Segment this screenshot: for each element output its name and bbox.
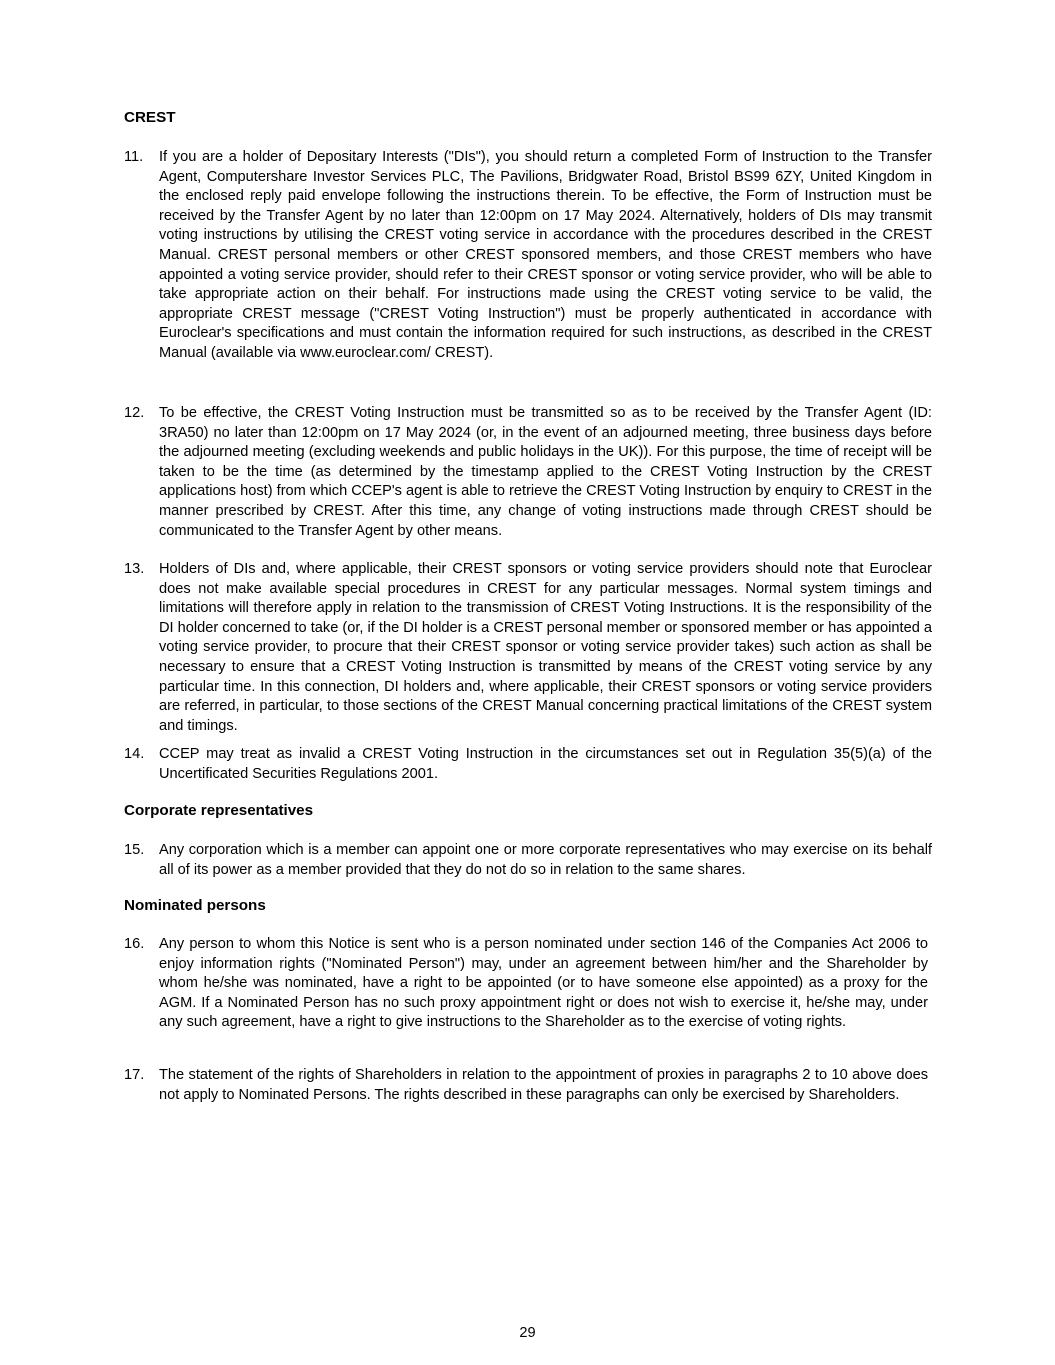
paragraph-16 [124,935,928,1033]
paragraph-number: 17. [124,1067,145,1083]
section-heading-corporate-representatives: Corporate representatives [124,802,314,819]
paragraph-17 [124,1066,928,1105]
paragraph-15 [124,841,932,880]
paragraph-text: If you are a holder of Depositary Interests ("DIs"), you should return a completed Form of Instruction to the Transfer Agent, Computershare Investor Services PLC, The Pavilions, Bridgwater Road, Bristol BS99 6ZY, United Kingdom in the enclosed reply paid envelope following the instructions therein. To be effective, the Form of Instruction must be received by the Transfer Agent by no later than 12:00pm on 17 May 2024. Alternatively, holders of DIs may transmit voting instructions by utilising the CREST voting service in accordance with the procedures described in the CREST Manual. CREST personal members or other CREST sponsored members, and those CREST members who have appointed a voting service provider, should refer to their CREST sponsor or voting service provider, who will be able to take appropriate action on their behalf. For instructions made using the CREST voting service to be valid, the appropriate CREST message ("CREST Voting Instruction") must be properly authenticated in accordance with Euroclear's specifications and must contain the information required for such instructions, as described in the CREST Manual (available via www.euroclear.com/ CREST). [159,149,932,361]
paragraph-text: To be effective, the CREST Voting Instruction must be transmitted so as to be received by the Transfer Agent (ID: 3RA50) no later than 12:00pm on 17 May 2024 (or, in the event of an adjourned meeting, three business days before the adjourned meeting (excluding weekends and public holidays in the UK)). For this purpose, the time of receipt will be taken to be the time (as determined by the timestamp applied to the CREST Voting Instruction by the CREST applications host) from which CCEP's agent is able to retrieve the CREST Voting Instruction by enquiry to CREST in the manner prescribed by CREST. After this time, any change of voting instructions made through CREST should be communicated to the Transfer Agent by other means. [159,405,932,539]
paragraph-text: CCEP may treat as invalid a CREST Voting Instruction in the circumstances set out in Regulation 35(5)(a) of the Uncertificated Securities Regulations 2001. [159,746,932,782]
section-heading-crest: CREST [124,109,176,126]
paragraph-number: 15. [124,842,145,858]
section-heading-nominated-persons: Nominated persons [124,897,266,914]
paragraph-text: Any person to whom this Notice is sent who is a person nominated under section 146 of the Companies Act 2006 to enjoy information rights ("Nominated Person") may, under an agreement between him/her and the Shareholder by whom he/she was nominated, have a right to be appointed (or to have someone else appointed) as a proxy for the AGM. If a Nominated Person has no such proxy appointment right or does not wish to exercise it, he/she may, under any such agreement, have a right to give instructions to the Shareholder as to the exercise of voting rights. [159,936,928,1031]
paragraph-number: 16. [124,936,145,952]
paragraph-number: 13. [124,561,145,577]
paragraph-11 [124,148,932,364]
paragraph-14 [124,745,932,784]
paragraph-number: 12. [124,405,145,421]
paragraph-number: 14. [124,746,145,762]
paragraph-text: The statement of the rights of Shareholders in relation to the appointment of proxies in paragraphs 2 to 10 above does not apply to Nominated Persons. The rights described in these paragraphs can only be exercised by Shareholders. [159,1067,928,1103]
paragraph-13 [124,560,932,736]
paragraph-number: 11. [124,149,144,165]
page-number: 29 [519,1325,536,1341]
paragraph-12 [124,404,932,541]
paragraph-text: Any corporation which is a member can appoint one or more corporate representatives who may exercise on its behalf all of its power as a member provided that they do not do so in relation to the same shares. [159,842,932,878]
paragraph-text: Holders of DIs and, where applicable, their CREST sponsors or voting service providers should note that Euroclear does not make available special procedures in CREST for any particular messages. Normal system timings and limitations will therefore apply in relation to the transmission of CREST Voting Instructions. It is the responsibility of the DI holder concerned to take (or, if the DI holder is a CREST personal member or sponsored member or has appointed a voting service provider, to procure that their CREST sponsor or voting service provider takes) such action as shall be necessary to ensure that a CREST Voting Instruction is transmitted by means of the CREST voting service by any particular time. In this connection, DI holders and, where applicable, their CREST sponsors or voting service providers are referred, in particular, to those sections of the CREST Manual concerning practical limitations of the CREST system and timings. [159,561,932,734]
